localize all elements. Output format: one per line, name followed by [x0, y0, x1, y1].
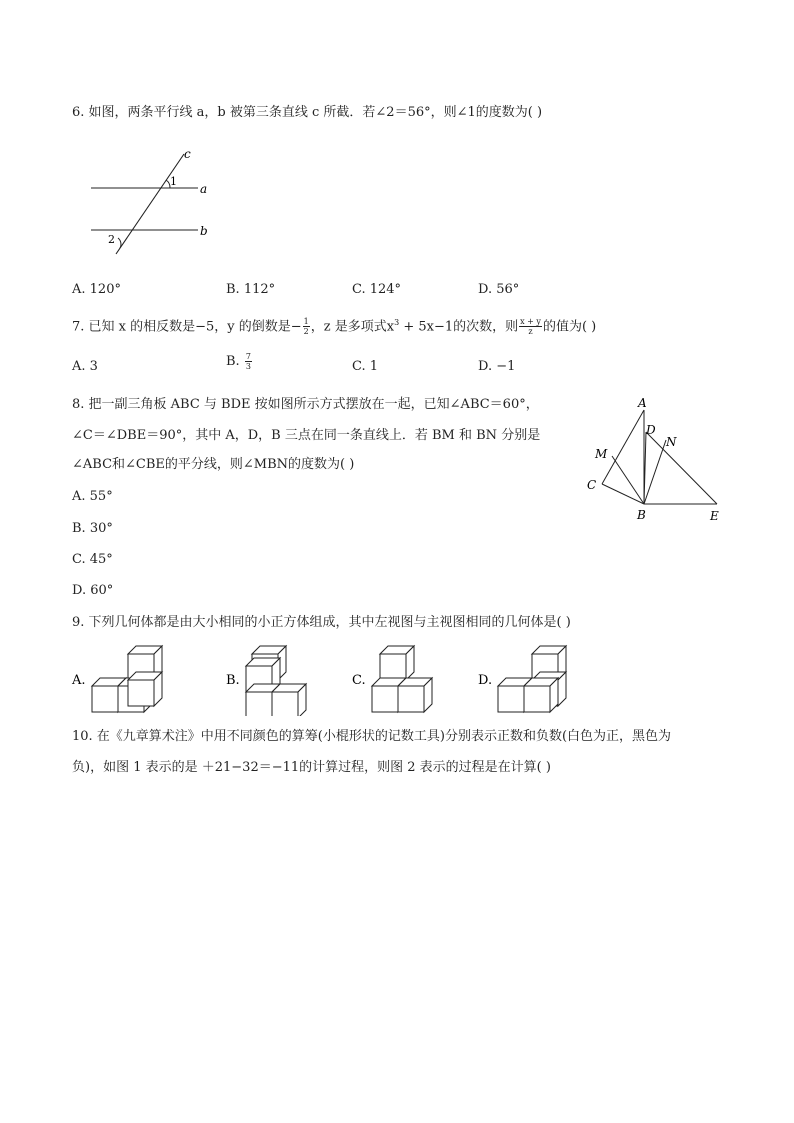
q7-stem-part2: ，z 是多项式x	[310, 319, 395, 335]
q8-label-a: A	[638, 396, 647, 410]
q7-option-b-frac	[245, 352, 252, 371]
q8-line1: 8. 把一副三角板 ABC 与 BDE 按如图所示方式摆放在一起，已知∠ABC＝60°，	[72, 397, 539, 412]
q6-option-d: D. 56°	[478, 282, 520, 297]
q6-label-a: a	[200, 182, 208, 196]
q7-option-b-prefix: B.	[226, 354, 240, 369]
q8-label-c: C	[587, 478, 597, 492]
q8-label-d: D	[646, 423, 656, 437]
q7-option-b-den: 3	[245, 362, 251, 371]
q8-label-m: M	[595, 447, 608, 461]
q8-line2: ∠C＝∠DBE＝90°，其中 A，D，B 三点在同一条直线上．若 BM 和 BN 分别是	[72, 428, 541, 443]
q9-figure-a	[92, 646, 162, 712]
q9-label-a: A.	[72, 673, 86, 688]
q7-option-a: A. 3	[72, 359, 98, 374]
q8-option-c: C. 45°	[72, 552, 113, 567]
q9-label-d: D.	[478, 673, 493, 688]
q7-frac2-num: x + y	[520, 317, 541, 327]
q6-label-2: 2	[108, 233, 115, 246]
q7-option-b-num: 7	[245, 352, 251, 361]
q6-figure	[86, 148, 216, 260]
q7-option-b	[226, 352, 253, 371]
q8-option-d: D. 60°	[72, 583, 114, 598]
q9-figure-d	[498, 646, 566, 712]
q9-label-b: B.	[226, 673, 240, 688]
q8-label-b: B	[637, 508, 646, 522]
q9-stem: 9. 下列几何体都是由大小相同的小正方体组成，其中左视图与主视图相同的几何体是( )	[72, 615, 571, 630]
q6-stem: 6. 如图，两条平行线 a，b 被第三条直线 c 所截．若∠2＝56°，则∠1的度数为( )	[72, 105, 543, 120]
q7-frac1-den: 2	[303, 327, 309, 337]
q7-option-c: C. 1	[352, 359, 379, 374]
q7-stem-part1: 7. 已知 x 的相反数是−5，y 的倒数是−	[72, 319, 302, 335]
q7-sup: 3	[394, 318, 400, 327]
q7-frac2	[519, 317, 542, 336]
q7-stem-part4: 的值为( )	[542, 319, 597, 335]
q7-frac2-den: z	[528, 327, 533, 337]
q7-stem	[72, 314, 596, 336]
q9-figure-c	[372, 646, 432, 712]
q8-option-b: B. 30°	[72, 521, 113, 536]
q8-option-a: A. 55°	[72, 489, 113, 504]
q8-label-n: N	[666, 435, 677, 449]
q8-line3: ∠ABC和∠CBE的平分线，则∠MBN的度数为( )	[72, 457, 355, 472]
q6-label-b: b	[200, 224, 208, 238]
q6-option-b: B. 112°	[226, 282, 276, 297]
q6-option-a: A. 120°	[72, 282, 121, 297]
q8-label-e: E	[710, 509, 719, 523]
q9-figure-b	[246, 646, 306, 716]
q6-label-c: c	[184, 148, 191, 161]
q9-label-c: C.	[352, 673, 366, 688]
q7-stem-part3: + 5x−1的次数，则	[399, 319, 519, 335]
q8-figure	[582, 394, 732, 526]
q10-line1: 10. 在《九章算术注》中用不同颜色的算筹(小棍形状的记数工具)分别表示正数和负数(白色为正，黑色为	[72, 729, 672, 744]
q10-line2: 负)，如图 1 表示的是 ＋21−32＝−11的计算过程，则图 2 表示的过程是在计算( )	[72, 760, 551, 775]
q7-frac1-num: 1	[303, 317, 309, 327]
q6-label-1: 1	[170, 175, 177, 188]
q6-option-c: C. 124°	[352, 282, 402, 297]
q7-frac1	[303, 317, 310, 336]
q7-option-d: D. −1	[478, 359, 516, 374]
q9-figures	[70, 640, 590, 716]
